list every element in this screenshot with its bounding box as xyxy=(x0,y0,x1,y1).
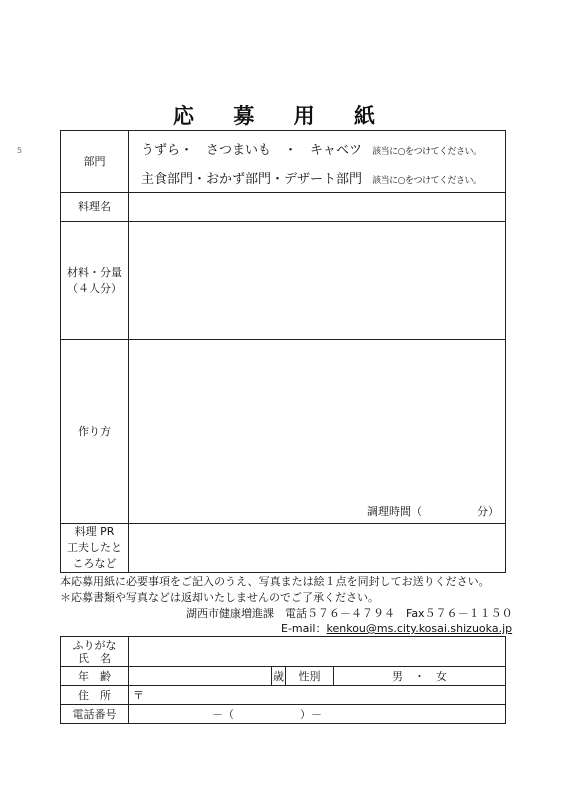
pr-field[interactable] xyxy=(129,524,506,573)
phone-label: 電話番号 xyxy=(61,705,129,724)
email-address[interactable]: kenkou@ms.city.kosai.shizuoka.jp xyxy=(326,622,513,635)
pr-row xyxy=(61,524,506,573)
address-label: 住 所 xyxy=(61,686,129,705)
notice-line-2: ＊応募書類や写真などは返却いたしませんのでご了承ください。 xyxy=(60,591,379,604)
ingredients-row xyxy=(61,222,506,340)
ingredients-label-line1: 材料・分量 xyxy=(67,265,122,279)
contact-info: 湖西市健康増進課 電話５７６－４７９４ Fax５７６－１１５０ xyxy=(186,607,513,620)
phone-row xyxy=(61,705,506,724)
email-line xyxy=(281,620,512,636)
ingredients-label-line2: （４人分） xyxy=(67,281,122,295)
furigana-label: ふりがな xyxy=(72,638,117,652)
address-field[interactable] xyxy=(129,686,506,705)
cooking-time-field[interactable]: 調理時間（ 分） xyxy=(367,505,499,518)
name-row xyxy=(61,637,506,667)
category-label: 部門 xyxy=(61,131,129,193)
course-options[interactable]: 主食部門・おかず部門・デザート部門 xyxy=(141,172,363,187)
name-label-text: 氏 名 xyxy=(78,651,111,665)
ingredients-label xyxy=(61,222,129,340)
dish-name-row xyxy=(61,193,506,222)
gender-options[interactable]: 男 ・ 女 xyxy=(334,667,506,686)
pr-label xyxy=(61,524,129,573)
notice-line-1: 本応募用紙に必要事項をご記入のうえ、写真または絵１点を同封してお送りください。 xyxy=(60,575,490,588)
course-circle-note: 該当に○をつけてください。 xyxy=(372,176,482,186)
ingredients-field[interactable] xyxy=(129,222,506,340)
phone-format: －（ ）－ xyxy=(212,708,322,721)
ingredient-options[interactable]: うずら・ さつまいも ・ キャベツ xyxy=(141,143,363,158)
postal-mark: 〒 xyxy=(133,689,144,702)
pr-label-line2: 工夫したと xyxy=(67,541,122,554)
address-row xyxy=(61,686,506,705)
margin-mark: 5 xyxy=(17,146,23,155)
category-line-course xyxy=(141,168,482,187)
category-field[interactable] xyxy=(129,131,506,193)
age-field[interactable] xyxy=(129,667,272,686)
category-row xyxy=(61,131,506,193)
age-row xyxy=(61,667,506,686)
applicant-info-table xyxy=(60,636,506,724)
ingredient-circle-note: 該当に○をつけてください。 xyxy=(372,147,482,157)
email-label: E-mail： xyxy=(281,622,327,635)
dish-name-label: 料理名 xyxy=(61,193,129,222)
method-field[interactable] xyxy=(129,340,506,524)
dish-name-field[interactable] xyxy=(129,193,506,222)
age-label: 年 齢 xyxy=(61,667,129,686)
phone-field[interactable] xyxy=(129,705,506,724)
application-form-table xyxy=(60,130,506,573)
name-field[interactable] xyxy=(129,637,506,667)
gender-label: 性別 xyxy=(286,667,334,686)
category-line-ingredient xyxy=(141,139,482,158)
name-label xyxy=(61,637,129,667)
method-row xyxy=(61,340,506,524)
method-label: 作り方 xyxy=(61,340,129,524)
pr-label-line3: ころなど xyxy=(72,557,117,570)
pr-label-line1: 料理 PR xyxy=(74,525,115,538)
age-unit: 歳 xyxy=(272,667,286,686)
form-title: 応 募 用 紙 xyxy=(173,104,391,128)
